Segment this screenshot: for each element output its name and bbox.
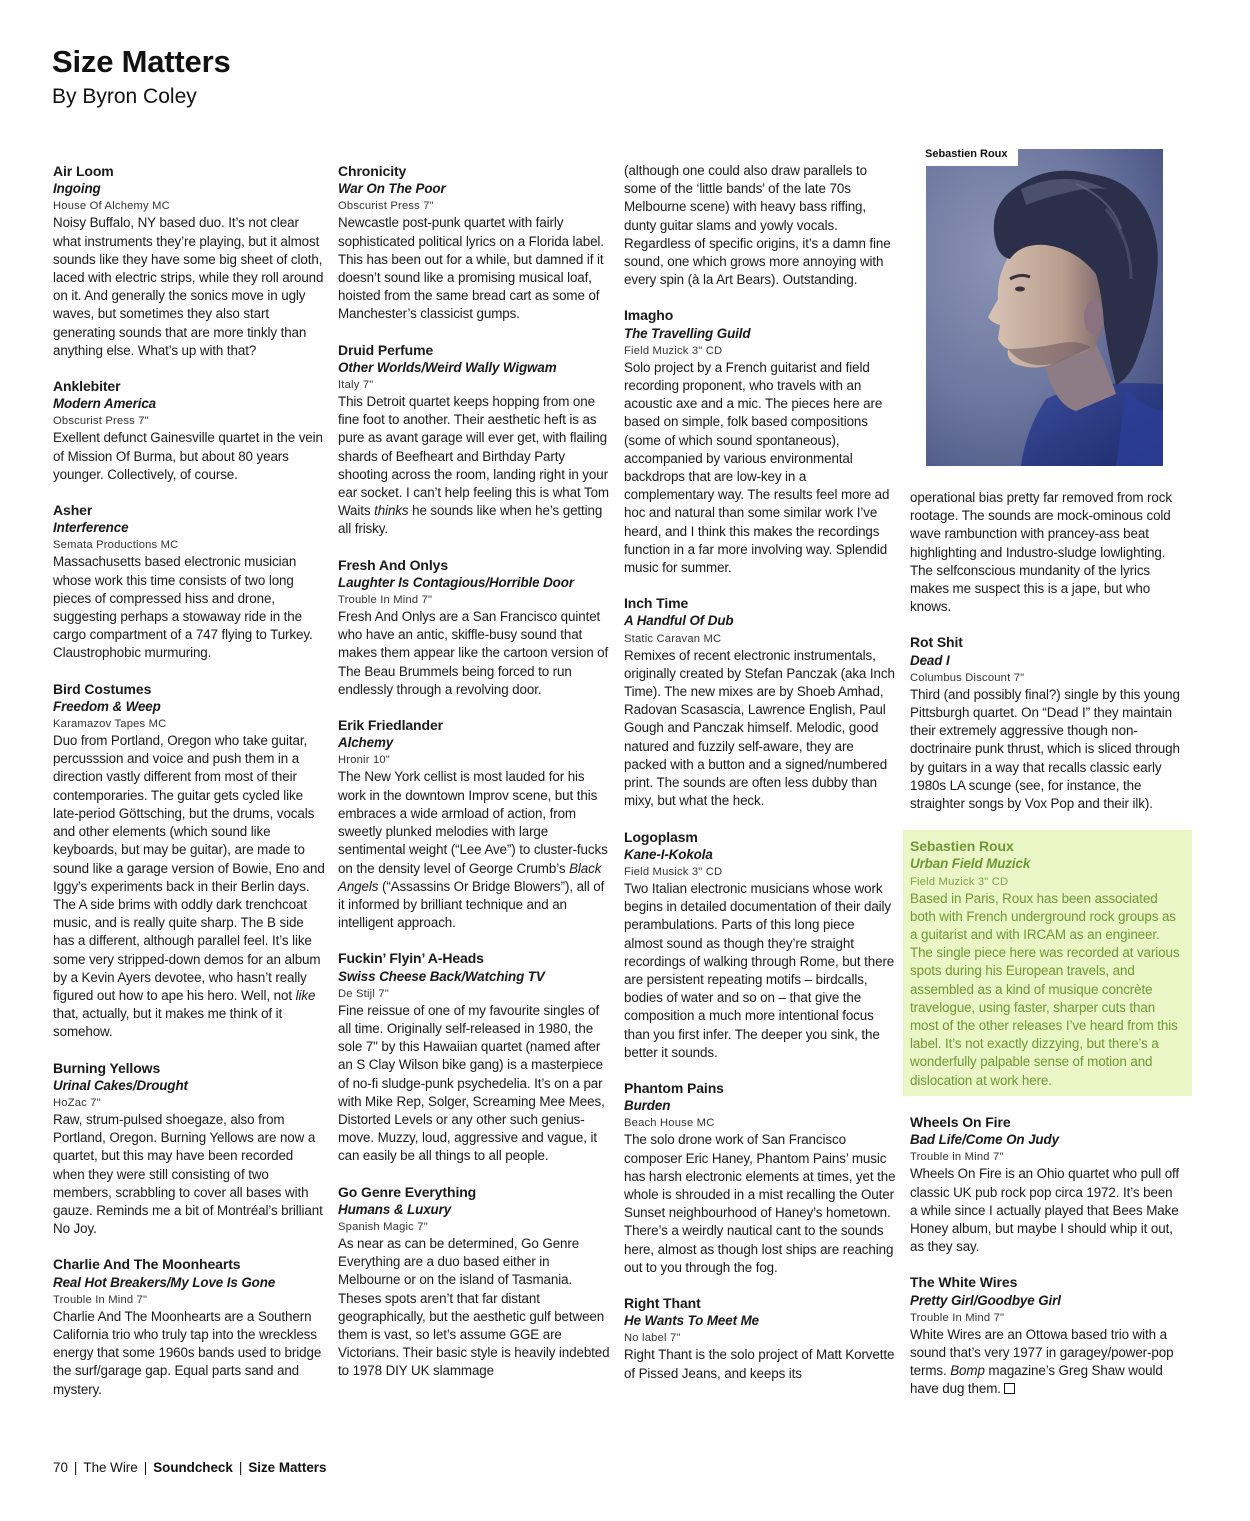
review-artist: Phantom Pains	[624, 1079, 724, 1096]
review-body-part: that, actually, but it makes me think of it somehow.	[53, 1006, 283, 1040]
review-label: Trouble in Mind 7"	[910, 1151, 1004, 1164]
review-burning-yellows	[53, 1059, 325, 1239]
review-release: Urban Field Muzick	[910, 856, 1031, 872]
byline	[52, 85, 197, 109]
article-title: Size Matters	[52, 44, 231, 79]
review-artist: Anklebiter	[53, 378, 121, 395]
review-artist: Bird Costumes	[53, 680, 152, 697]
review-release: Modern America	[53, 396, 157, 412]
review-body: Based in Paris, Roux has been associated both with French underground rock groups as a guitarist and with IRCAM as an engineer. The single piece here was recorded at various spots during his European travels, and assembled as a kind of musique concrète travelogue, using faster, sharper cuts than most of the other releases I’ve heard from this label. It’s not exactly dizzying, but there’s a wonderfully palpable sense of motion and dislocation at work here.	[910, 890, 1180, 1088]
review-body: As near as can be determined, Go Genre Everything are a duo based either in Melbourne or on the island of Tasmania. Theses spots aren’t that far distant geographically, but the aesthetic gulf between them is vast, so let’s assume GGE are Victorians. Their basic style is heavily indebted to 1978 DIY UK slammage	[338, 1235, 610, 1379]
review-artist: The White Wires	[910, 1274, 1018, 1291]
review-release: Real Hot Breakers/My Love Is Gone	[53, 1274, 276, 1290]
review-artist: Wheels On Fire	[910, 1113, 1011, 1130]
review-air-loom	[53, 162, 325, 360]
review-phantom-pains	[624, 1079, 896, 1277]
review-release: Laughter Is Contagious/Horrible Door	[338, 574, 574, 590]
review-body	[910, 1326, 1182, 1399]
review-label: Trouble In Mind 7"	[910, 1311, 1005, 1324]
review-body: Fine reissue of one of my favourite singles of all time. Originally self-released in 1980, the sole 7" by this Hawaiian quartet (named after an S Clay Wilson bike gang) is a masterpiece of no-fi sludge-punk psychedelia. It’s on a par with Mike Rep, Solger, Screaming Mee Mees, Distorted Levels or any other such genius-move. Muzzy, loud, aggressive and vague, it can easily be all things to all people.	[338, 1002, 605, 1164]
review-imagho	[624, 306, 896, 577]
review-artist: Burning Yellows	[53, 1059, 161, 1076]
review-body	[53, 732, 325, 1041]
review-artist: Chronicity	[338, 163, 407, 179]
review-body: Fresh And Onlys are a San Francisco quintet who have an antic, skiffle-busy sound that makes them appear like the cartoon version of The Beau Brummels being forced to run endlessly through a revolving door.	[338, 609, 609, 697]
review-release: Dead I	[910, 652, 950, 668]
review-continuation	[910, 489, 1182, 616]
magazine-name: The Wire	[83, 1460, 138, 1475]
review-label: Karamazov Tapes MC	[53, 718, 167, 731]
review-body-part: This Detroit quartet keeps hopping from one fine foot to another. Their aesthetic heft is as pure as avant garage will ever get, with flailing shards of Beefheart and Birthday Party shooting across the room, landing right in your ear socket. I can’t help feeling this is what Tom Waits	[338, 394, 609, 519]
author-name: Byron Coley	[82, 85, 197, 108]
review-label: House Of Alchemy MC	[53, 200, 170, 213]
review-artist: Logoplasm	[624, 828, 698, 845]
review-artist: Air Loom	[53, 163, 114, 179]
review-release: Freedom & Weep	[53, 698, 161, 714]
review-logoplasm	[624, 828, 896, 1062]
review-sebastien-roux-highlighted	[903, 830, 1192, 1096]
review-body: The solo drone work of San Francisco composer Eric Haney, Phantom Pains’ music has harsh electronic elements at times, yet the whole is shrouded in a mist recalling the Outer Sunset neighbourhood of Haney’s hometown. There’s a weirdly nautical cant to the sounds here, almost as though lost ships are reaching out to you through the fog.	[624, 1132, 896, 1275]
footer-divider: |	[238, 1460, 243, 1475]
review-label: Semata Productions MC	[53, 539, 179, 552]
review-label: Obscurist Press 7"	[53, 415, 149, 428]
review-label: Trouble In Mind 7"	[53, 1293, 148, 1306]
review-release: Humans & Luxury	[338, 1201, 452, 1217]
review-wheels-on-fire	[910, 1113, 1182, 1256]
column-4	[910, 489, 1182, 1416]
review-druid-perfume	[338, 341, 610, 539]
review-body-part: (“Assassins Or Bridge Blowers”), all of it informed by brilliant technique and an intelligent approach.	[338, 878, 605, 931]
review-label: Field Musick 3" CD	[624, 865, 723, 878]
footer-divider: |	[143, 1460, 148, 1475]
page-number: 70	[53, 1460, 68, 1475]
review-release: Bad Life/Come On Judy	[910, 1132, 1059, 1148]
page-footer	[53, 1460, 326, 1475]
review-chronicity	[338, 162, 610, 324]
review-release: Other Worlds/Weird Wally Wigwam	[338, 359, 557, 375]
review-body	[338, 393, 610, 539]
review-release: Swiss Cheese Back/Watching TV	[338, 968, 545, 984]
review-release: Burden	[624, 1098, 671, 1114]
review-fuckin-flyin-a-heads	[338, 949, 610, 1165]
footer-divider: |	[73, 1460, 78, 1475]
review-release: Kane-I-Kokola	[624, 846, 713, 862]
column-2	[338, 162, 610, 1398]
review-release: The Travelling Guild	[624, 325, 751, 341]
review-label: HoZac 7"	[53, 1096, 101, 1109]
review-artist: Druid Perfume	[338, 341, 434, 358]
review-label: Hronir 10"	[338, 754, 390, 767]
review-right-thant	[624, 1294, 896, 1383]
column-3	[624, 162, 896, 1400]
review-label: No label 7"	[624, 1332, 681, 1345]
review-body: Noisy Buffalo, NY based duo. It’s not clear what instruments they’re playing, but it almost sounds like they have some big sheet of cloth, laced with electric strips, while they roll around on it. And generally the sonics move in ugly waves, but sometimes they also start generating sounds that are more tinkly than anything else. What’s up with that?	[53, 215, 324, 358]
review-release: Ingoing	[53, 181, 101, 197]
end-mark-icon	[1004, 1383, 1015, 1394]
column-name: Size Matters	[248, 1460, 327, 1475]
review-label: Columbus Discount 7"	[910, 671, 1025, 684]
review-the-white-wires	[910, 1273, 1182, 1398]
portrait-image	[926, 149, 1163, 466]
review-body: Exellent defunct Gainesville quartet in the vein of Mission Of Burma, but about 80 years younger. Collectively, of course.	[53, 430, 323, 482]
byline-prefix: By	[52, 85, 77, 108]
review-body-emphasis: Bomp	[950, 1363, 985, 1379]
review-body-part: Duo from Portland, Oregon who take guitar, percusssion and voice and push them in a direction vastly different from most of their contemporaries. The guitar gets cycled like late-period Göttsching, but the drums, vocals and other elements (which sound like keyboards, but may be guitar), are made to sound like a garage version of Bowie, Eno and Iggy’s experiments back in their Berlin days. The A side brims with oddly dark trenchcoat music, and is really quite sharp. The B side has a different, although parallel feel. It’s like some very stripped-down demos for an album by a Kevin Ayers devotee, who hasn’t really figured out how to ape his hero. Well, not	[53, 733, 325, 1003]
review-artist: Fuckin’ Flyin’ A-Heads	[338, 950, 484, 967]
review-body: Newcastle post-punk quartet with fairly sophisticated political lyrics on a Florida label. This has been out for a while, but damned if it doesn’t sound like a promising musical loaf, hoisted from the same bread cart as some of Manchester’s classicist gumps.	[338, 215, 604, 322]
review-body-emphasis: like	[295, 987, 316, 1003]
review-body: Third (and possibly final?) single by this young Pittsburgh quartet. On “Dead I” they maintain their extremely aggressive though non-doctrinaire punk thrust, which is sliced through by guitars in a way that recalls classic early 1980s LA scunge (see, for instance, the straighter songs by Vox Pop and their ilk).	[910, 686, 1180, 812]
review-body: Massachusetts based electronic musician whose work this time consists of two long pieces of compressed hiss and drone, suggesting perhaps a stowaway ride in the cargo compartment of a 747 flying to Turkey. Claustrophobic murmuring.	[53, 554, 313, 661]
review-inch-time	[624, 594, 896, 810]
review-artist: Right Thant	[624, 1294, 701, 1311]
review-artist: Go Genre Everything	[338, 1183, 477, 1200]
review-artist: Asher	[53, 502, 93, 519]
review-asher	[53, 501, 325, 663]
review-artist: Inch Time	[624, 595, 689, 612]
review-body-continued: operational bias pretty far removed from rock rootage. The sounds are mock-ominous cold wave rambunction with prancey-ass beat highlighting and Industro-sludge lowlighting. The selfconscious mundanity of the lyrics makes me suspect this is a jape, but who knows.	[910, 490, 1172, 615]
review-label: Obscurist Press 7"	[338, 200, 434, 213]
review-go-genre-everything	[338, 1183, 610, 1381]
review-erik-friedlander	[338, 716, 610, 932]
review-artist: Sebastien Roux	[910, 838, 1014, 855]
review-label: Beach House MC	[624, 1117, 715, 1130]
review-release: Alchemy	[338, 735, 394, 751]
column-1	[53, 162, 325, 1416]
review-body: Right Thant is the solo project of Matt Korvette of Pissed Jeans, and keeps its	[624, 1347, 895, 1381]
review-body: Charlie And The Moonhearts are a Southern California trio who truly tap into the wreckless energy that some 1960s bands used to bridge the surf/garage gap. Equal parts sand and mystery.	[53, 1308, 322, 1397]
review-body	[338, 768, 610, 932]
review-release: War On The Poor	[338, 181, 446, 197]
review-label: Static Caravan MC	[624, 632, 722, 645]
review-label: Spanish Magic 7"	[338, 1220, 428, 1233]
review-label: Italy 7"	[338, 379, 374, 392]
review-bird-costumes	[53, 680, 325, 1042]
review-artist: Rot Shit	[910, 634, 963, 651]
photo-caption: Sebastien Roux	[925, 145, 1018, 166]
review-release: Urinal Cakes/Drought	[53, 1077, 188, 1093]
review-body-part: magazine’s Greg Shaw would have dug them.	[910, 1363, 1163, 1397]
review-label: De Stijl 7"	[338, 987, 389, 1000]
review-anklebiter	[53, 377, 325, 484]
review-release: A Handful Of Dub	[624, 613, 734, 629]
review-artist: Fresh And Onlys	[338, 556, 449, 573]
section-name: Soundcheck	[153, 1460, 233, 1475]
review-rot-shit	[910, 633, 1182, 813]
review-body-emphasis: thinks	[374, 503, 409, 519]
review-body: Solo project by a French guitarist and field recording proponent, who travels with an acoustic axe and a mic. The pieces here are based on simple, folk based compositions (some of which sound spontaneous), accompanied by various environmental backdrops that are low-key in a complementary way. The results feel more ad hoc and natural than some similar work I’ve heard, and I think this makes the recordings function in a far more involving way. Splendid music for summer.	[624, 359, 890, 576]
review-artist: Erik Friedlander	[338, 717, 443, 734]
review-body-part: White Wires are an Ottowa based trio with a sound that’s very 1977 in garagey/power-pop terms.	[910, 1326, 1174, 1379]
review-artist: Imagho	[624, 307, 674, 324]
review-body: Raw, strum-pulsed shoegaze, also from Portland, Oregon. Burning Yellows are now a quartet, but this may have been recorded when they were still consisting of two members, scrabbling to cover all bases with gauze. Reminds me a bit of Montréal’s brilliant No Joy.	[53, 1111, 323, 1237]
review-body-part: he sounds like when he’s getting all frisky.	[338, 503, 603, 537]
review-body-continued: (although one could also draw parallels to some of the ‘little bands’ of the late 70s Melbourne scene) with heavy bass riffing, dunty guitar slams and yowly vocals. Regardless of specific origins, it’s a damn fine sound, one which grows more annoying with every spin (à la Art Bears). Outstanding.	[624, 163, 891, 288]
artist-photo	[926, 149, 1163, 466]
review-release: Pretty Girl/Goodbye Girl	[910, 1292, 1061, 1308]
review-body: Remixes of recent electronic instrumentals, originally created by Stefan Panczak (aka Inch Time). The new mixes are by Shoeb Amhad, Radovan Scasascia, Lawrence English, Paul Gough and Panczak himself. Melodic, good natured and fuzzily self-aware, they are packed with a button and a signed/numbered print. The sounds are often less dubby than mixy, but what the heck.	[624, 647, 895, 809]
review-label: Field Muzick 3" CD	[624, 344, 723, 357]
review-label: Field Muzick 3" CD	[910, 875, 1009, 888]
review-body-emphasis: Black Angels	[338, 860, 602, 894]
review-charlie-moonhearts	[53, 1255, 325, 1398]
review-body-part: The New York cellist is most lauded for his work in the downtown Improv scene, but this embraces a wide armload of action, from sweetly plunked melodies with large sentimental weight (“Lee Ave”) to cluster-fucks on the density level of George Crumb’s	[338, 769, 608, 876]
review-label: Trouble In Mind 7"	[338, 594, 433, 607]
review-body: Two Italian electronic musicians whose work begins in detailed documentation of their daily perambulations. Parts of this long piece almost sound as though they’re straight recordings of walking through Rome, but there are persistent repeating motifs – birdcalls, bodies of water and so on – that give the composition a much more intentional focus than you first infer. The deeper you sink, the better it sounds.	[624, 880, 895, 1060]
review-fresh-and-onlys	[338, 556, 610, 699]
review-body: Wheels On Fire is an Ohio quartet who pull off classic UK pub rock pop circa 1972. It’s been a while since I actually played that Bees Make Honey album, but maybe I should whip it out, as they say.	[910, 1166, 1180, 1255]
review-release: Interference	[53, 520, 129, 536]
review-artist: Charlie And The Moonhearts	[53, 1256, 241, 1273]
review-continuation	[624, 162, 896, 289]
review-release: He Wants To Meet Me	[624, 1313, 760, 1329]
